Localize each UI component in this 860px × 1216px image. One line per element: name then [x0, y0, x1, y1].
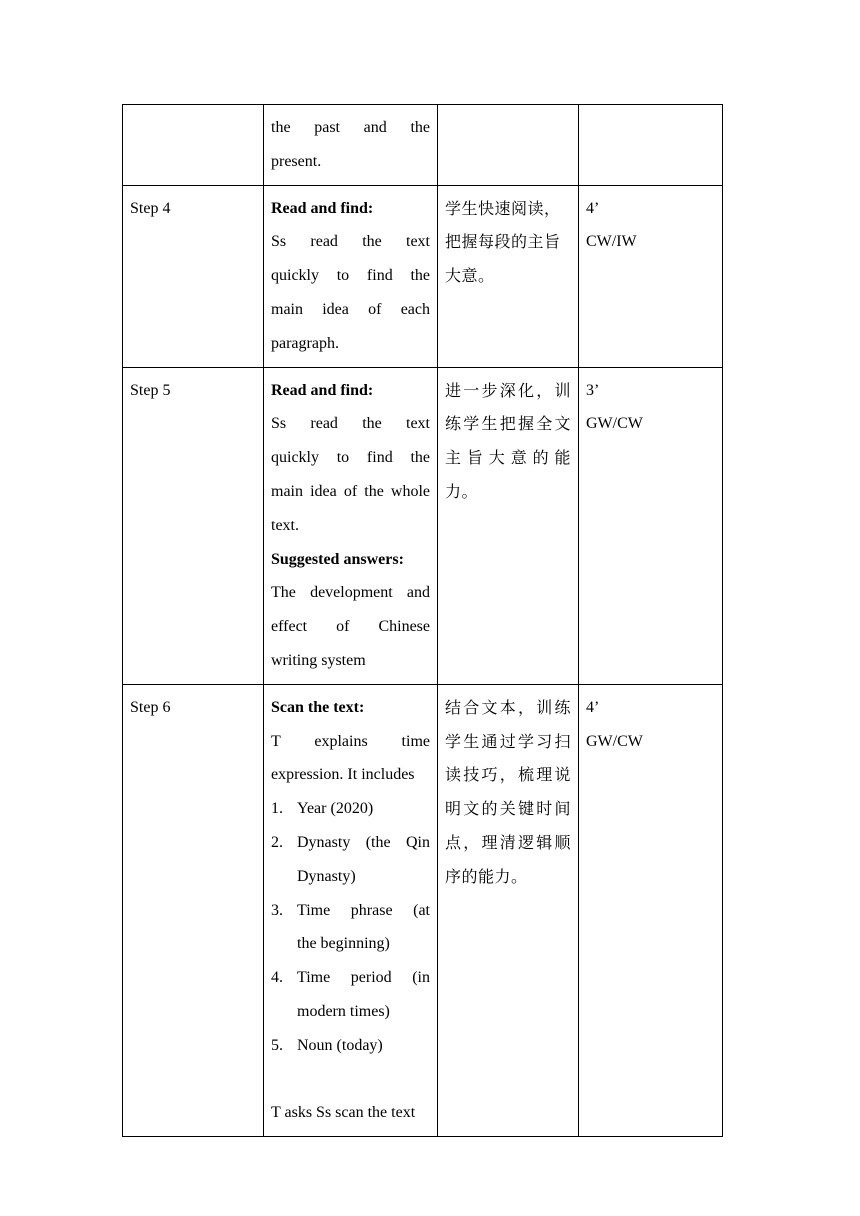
- table-row: [123, 367, 723, 684]
- list-item: [271, 894, 430, 962]
- activity-line: quickly to find the: [271, 267, 430, 285]
- mode-value: CW/IW: [586, 233, 637, 251]
- lesson-plan-table: [122, 104, 723, 1137]
- purpose-cell: [438, 684, 579, 1136]
- list-number: 4.: [271, 969, 283, 987]
- activity-line: paragraph.: [271, 334, 339, 352]
- step-cell: Step 4: [123, 185, 264, 367]
- answer-line: The development and: [271, 584, 430, 602]
- purpose-line: 练学生把握全文: [445, 414, 571, 434]
- activity-line: main idea of the whole: [271, 482, 430, 500]
- list-item-line: Year (2020): [297, 800, 374, 818]
- list-item: [271, 1029, 430, 1063]
- purpose-cell: [438, 105, 579, 186]
- list-item-line: Time period (in: [297, 969, 430, 987]
- table-row: [123, 105, 723, 186]
- time-mode-cell: [579, 367, 723, 684]
- activity-line: text.: [271, 516, 299, 534]
- activity-line: Ss read the text: [271, 415, 430, 433]
- list-number: 2.: [271, 833, 283, 851]
- time-mode-cell: [579, 185, 723, 367]
- step-cell: Step 5: [123, 367, 264, 684]
- list-item-line: Time phrase (at: [297, 901, 430, 919]
- time-value: 3’: [586, 381, 600, 399]
- activity-line: expression. It includes: [271, 766, 415, 784]
- purpose-cell: [438, 185, 579, 367]
- table-row: [123, 684, 723, 1136]
- answer-line: effect of Chinese: [271, 618, 430, 636]
- list-number: 3.: [271, 901, 283, 919]
- blank-line: [271, 1063, 430, 1097]
- time-value: 4’: [586, 698, 600, 716]
- time-expression-list: [271, 792, 430, 1062]
- purpose-line: 把握每段的主旨: [445, 232, 561, 252]
- mode-value: GW/CW: [586, 732, 643, 750]
- list-item-line: Dynasty (the Qin: [297, 833, 430, 851]
- activity-line: present.: [271, 152, 322, 170]
- activity-line: T explains time: [271, 732, 430, 750]
- activity-heading: Scan the text:: [271, 698, 365, 716]
- purpose-line: 学生通过学习扫: [445, 731, 571, 751]
- list-item: [271, 961, 430, 1029]
- list-number: 1.: [271, 800, 283, 818]
- list-item: [271, 792, 430, 826]
- table-row: [123, 185, 723, 367]
- activity-line: the past and the: [271, 119, 430, 136]
- purpose-line: 明文的关键时间: [445, 799, 571, 819]
- time-value: 4’: [586, 199, 600, 217]
- purpose-line: 读技巧，梳理说: [445, 765, 571, 785]
- purpose-line: 结合文本，训练: [445, 697, 571, 717]
- activity-heading: Read and find:: [271, 381, 374, 399]
- activity-cell: [264, 367, 438, 684]
- purpose-line: 主旨大意的能: [445, 448, 571, 468]
- purpose-line: 力。: [445, 481, 479, 501]
- activity-line: main idea of each: [271, 300, 430, 318]
- purpose-cell: [438, 367, 579, 684]
- purpose-line: 学生快速阅读，: [445, 198, 561, 218]
- purpose-line: 点，理清逻辑顺: [445, 832, 571, 852]
- time-mode-cell: [579, 105, 723, 186]
- activity-cell: [264, 105, 438, 186]
- list-item-line: Dynasty): [297, 867, 356, 885]
- list-item-line: the beginning): [297, 935, 390, 953]
- activity-line: Ss read the text: [271, 233, 430, 251]
- activity-line: quickly to find the: [271, 449, 430, 467]
- purpose-line: 大意。: [445, 266, 495, 286]
- step-cell: Step 6: [123, 684, 264, 1136]
- time-mode-cell: [579, 684, 723, 1136]
- purpose-line: 进一步深化，训: [445, 380, 571, 400]
- step-cell: [123, 105, 264, 186]
- list-item-line: Noun (today): [297, 1036, 383, 1054]
- activity-cell: [264, 684, 438, 1136]
- purpose-line: 序的能力。: [445, 866, 528, 886]
- activity-cell: [264, 185, 438, 367]
- list-number: 5.: [271, 1036, 283, 1054]
- answer-line: writing system: [271, 651, 366, 669]
- list-item: [271, 826, 430, 894]
- list-item-line: modern times): [297, 1002, 390, 1020]
- mode-value: GW/CW: [586, 415, 643, 433]
- activity-heading: Read and find:: [271, 199, 374, 217]
- answers-heading: Suggested answers:: [271, 550, 404, 568]
- activity-line: T asks Ss scan the text: [271, 1104, 416, 1122]
